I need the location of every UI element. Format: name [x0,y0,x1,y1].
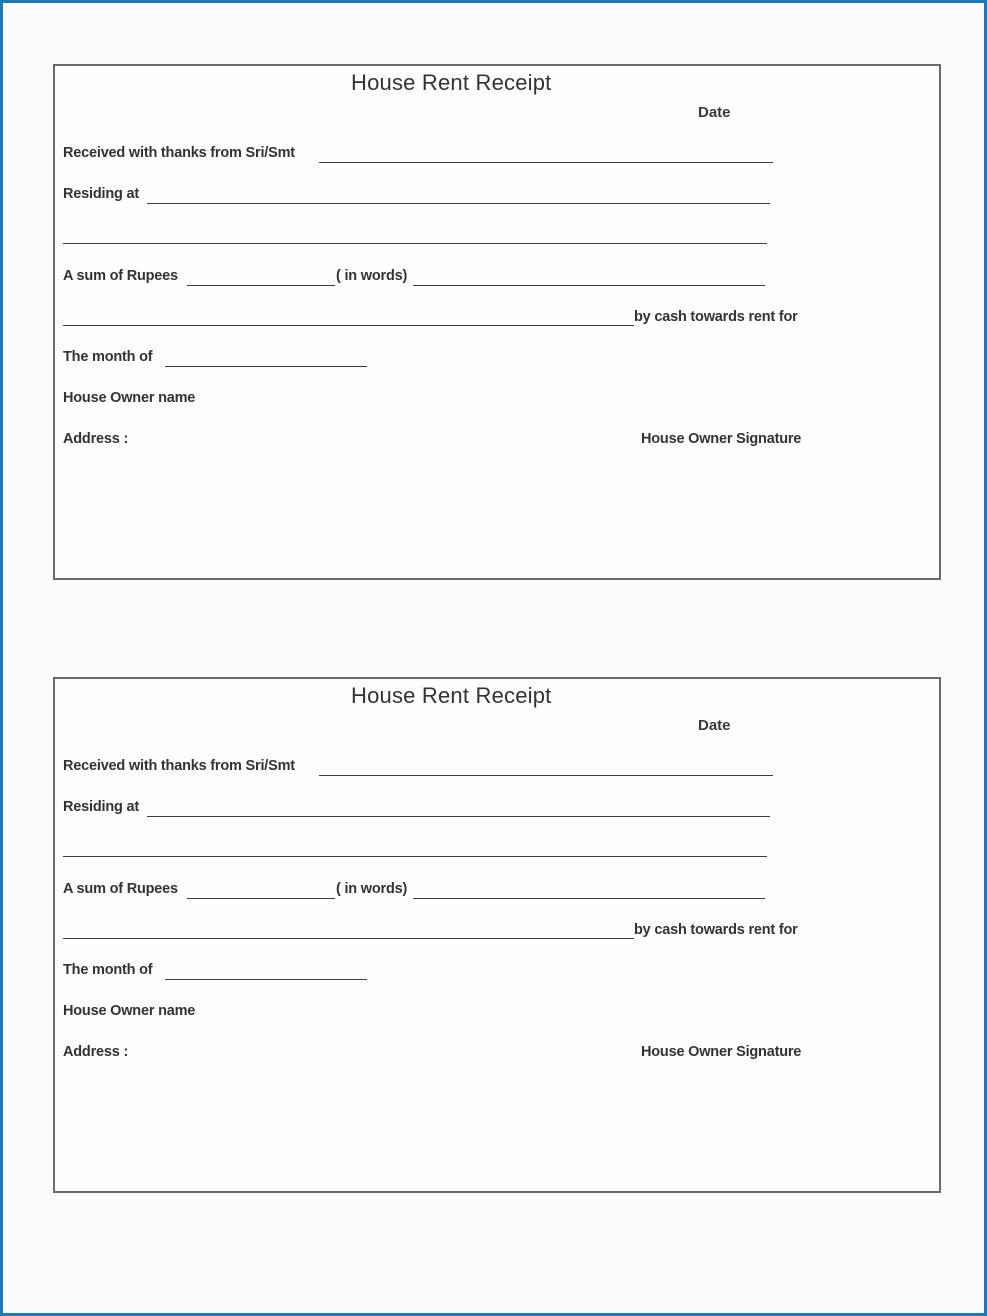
house-owner-signature-label: House Owner Signature [641,431,802,447]
month-of-label: The month of [63,962,153,978]
receipt-title: House Rent Receipt [351,683,552,708]
amount-in-words-continuation-line[interactable] [63,325,634,326]
in-words-label: ( in words) [336,881,408,897]
address-continuation-line[interactable] [63,243,767,244]
month-of-label: The month of [63,349,153,365]
in-words-label: ( in words) [336,268,408,284]
house-owner-signature-label: House Owner Signature [641,1044,802,1060]
amount-in-words-line[interactable] [413,898,765,899]
rupees-amount-line[interactable] [187,285,335,286]
receipt-title: House Rent Receipt [351,70,552,95]
address-label: Address : [63,1044,129,1060]
address-continuation-line[interactable] [63,856,767,857]
address-label: Address : [63,431,129,447]
house-owner-name-label: House Owner name [63,1003,196,1019]
receipt-form-2 [53,677,941,1193]
residing-at-label: Residing at [63,186,139,202]
received-from-label: Received with thanks from Sri/Smt [63,145,295,161]
sum-of-rupees-label: A sum of Rupees [63,268,178,284]
date-label: Date [698,717,731,734]
received-from-line[interactable] [319,775,773,776]
residing-at-label: Residing at [63,799,139,815]
residing-at-line[interactable] [147,816,770,817]
amount-in-words-continuation-line[interactable] [63,938,634,939]
date-label: Date [698,104,731,121]
receipt-form-1 [53,64,941,580]
received-from-label: Received with thanks from Sri/Smt [63,758,295,774]
rupees-amount-line[interactable] [187,898,335,899]
received-from-line[interactable] [319,162,773,163]
month-line[interactable] [165,366,367,367]
amount-in-words-line[interactable] [413,285,765,286]
house-owner-name-label: House Owner name [63,390,196,406]
month-line[interactable] [165,979,367,980]
residing-at-line[interactable] [147,203,770,204]
sum-of-rupees-label: A sum of Rupees [63,881,178,897]
by-cash-label: by cash towards rent for [634,309,798,325]
by-cash-label: by cash towards rent for [634,922,798,938]
